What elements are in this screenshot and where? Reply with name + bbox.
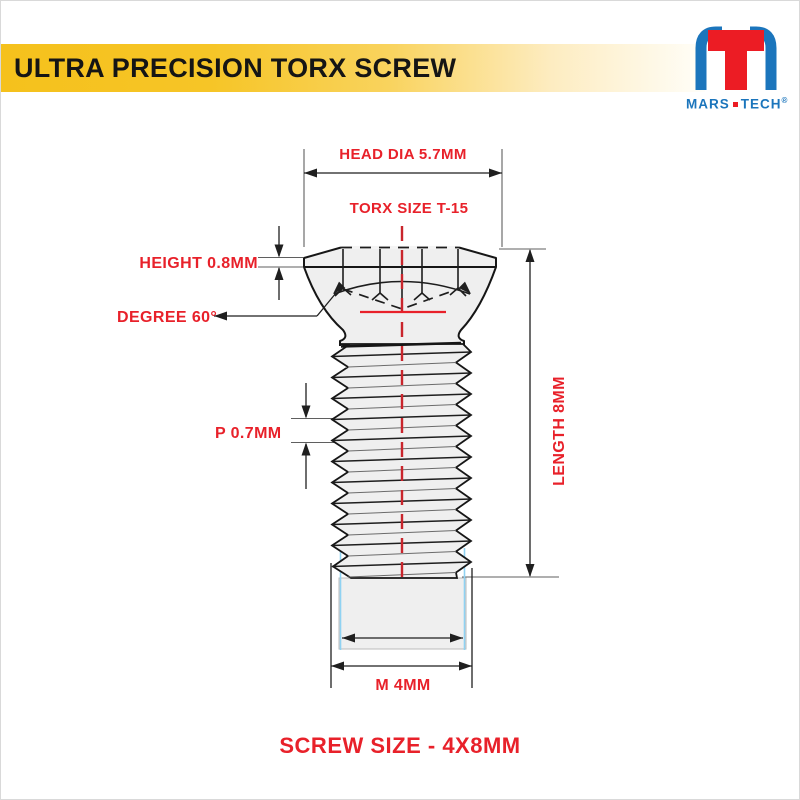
height-dimension <box>275 226 284 300</box>
logo-word-mars: MARS <box>686 96 730 112</box>
registered-mark: ® <box>781 96 789 105</box>
torx-size-label: TORX SIZE T-15 <box>349 200 469 217</box>
height-label: HEIGHT 0.8MM <box>139 255 258 272</box>
length-dimension <box>526 249 535 577</box>
major-dia-dimension <box>331 662 472 671</box>
screw-size-caption: SCREW SIZE - 4X8MM <box>279 733 521 758</box>
thread-size-label: M 4MM <box>375 677 431 694</box>
logo-word-tech: TECH <box>740 96 782 112</box>
page-title: ULTRA PRECISION TORX SCREW <box>14 53 457 83</box>
degree-label: DEGREE 60° <box>117 309 218 326</box>
head-dia-dimension <box>304 169 502 178</box>
pitch-label: P 0.7MM <box>215 425 282 442</box>
length-label: LENGTH 8MM <box>551 376 568 486</box>
pitch-dimension <box>302 383 311 489</box>
head-dia-label: HEAD DIA 5.7MM <box>339 146 467 163</box>
